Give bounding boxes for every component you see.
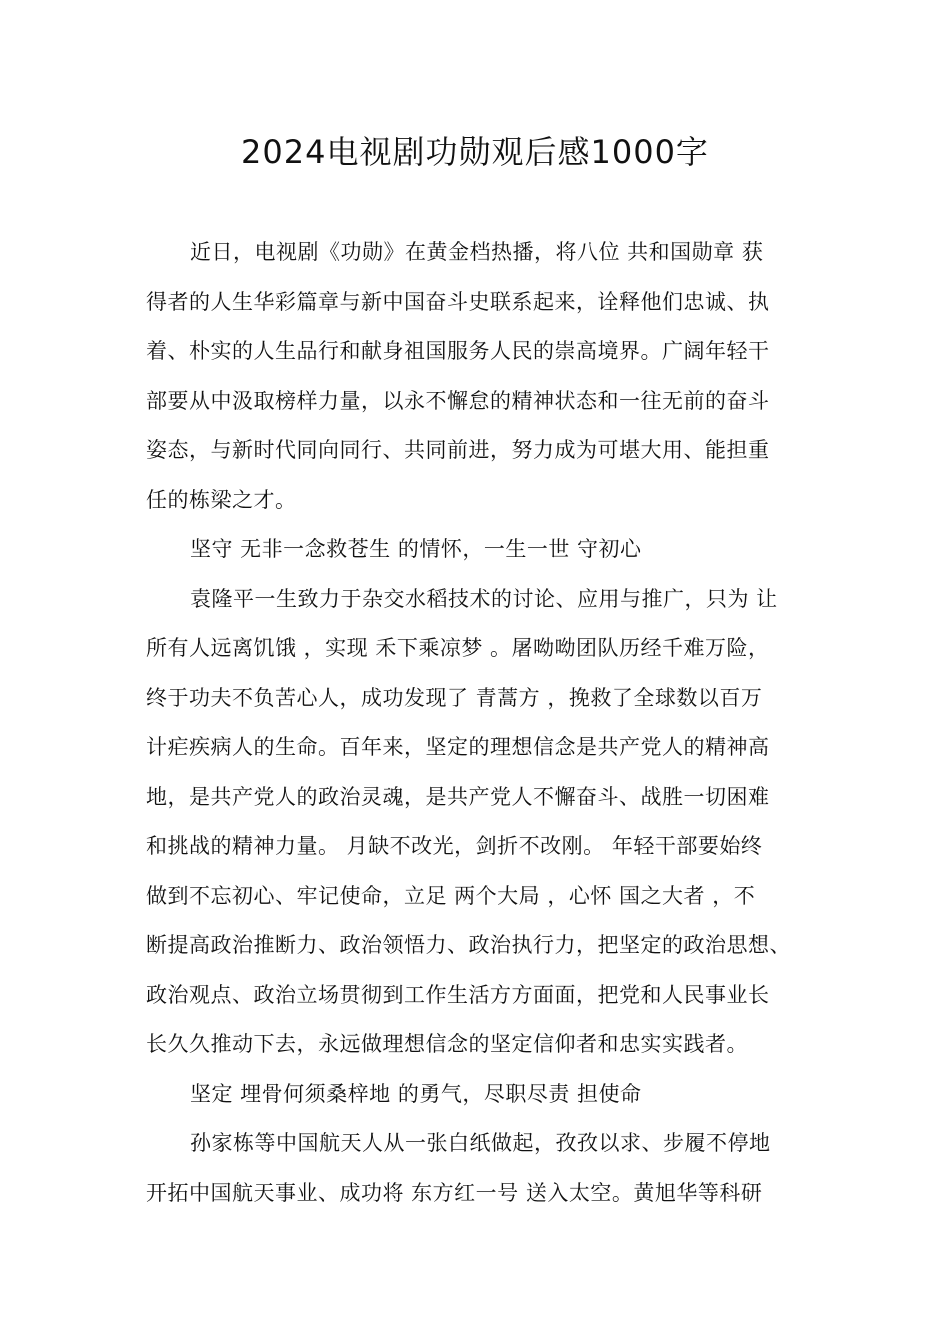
text-line: 坚守 无非一念救苍生 的情怀，一生一世 守初心 — [190, 537, 642, 561]
text-line: 终于功夫不负苦心人，成功发现了 青蒿方 ，挽救了全球数以百万 — [146, 685, 763, 710]
text-line: 做到不忘初心、牢记使命，立足 两个大局 ，心怀 国之大者 ，不 — [146, 883, 756, 908]
text-line: 部要从中汲取榜样力量，以永不懈怠的精神状态和一往无前的奋斗 — [146, 388, 770, 413]
text-line: 开拓中国航天事业、成功将 东方红一号 送入太空。黄旭华等科研 — [146, 1180, 763, 1205]
document-title: 2024电视剧功勋观后感1000字 — [241, 133, 709, 171]
text-line: 和挑战的精神力量。 月缺不改光，剑折不改刚。 年轻干部要始终 — [146, 834, 763, 858]
text-line: 长久久推动下去，永远做理想信念的坚定信仰者和忠实实践者。 — [146, 1032, 748, 1056]
text-line: 孙家栋等中国航天人从一张白纸做起，孜孜以求、步履不停地 — [190, 1131, 771, 1155]
text-line: 得者的人生华彩篇章与新中国奋斗史联系起来，诠释他们忠诚、执 — [146, 289, 770, 314]
text-line: 断提高政治推断力、政治领悟力、政治执行力，把坚定的政治思想、 — [146, 933, 791, 957]
text-line: 着、朴实的人生品行和献身祖国服务人民的崇高境界。广阔年轻干 — [146, 339, 770, 363]
text-line: 袁隆平一生致力于杂交水稻技术的讨论、应用与推广，只为 让 — [190, 586, 778, 611]
text-line: 所有人远离饥饿 ，实现 禾下乘凉梦 。屠呦呦团队历经千难万险， — [146, 636, 770, 660]
text-line: 地，是共产党人的政治灵魂，是共产党人不懈奋斗、战胜一切困难 — [146, 784, 770, 809]
text-line: 政治观点、政治立场贯彻到工作生活方方面面，把党和人民事业长 — [146, 982, 770, 1007]
document-body — [146, 228, 816, 1218]
text-line: 近日，电视剧《功勋》在黄金档热播，将八位 共和国勋章 获 — [190, 240, 764, 264]
text-line: 姿态，与新时代同向同行、共同前进，努力成为可堪大用、能担重 — [146, 438, 770, 462]
text-line: 坚定 埋骨何须桑梓地 的勇气，尽职尽责 担使命 — [190, 1081, 642, 1106]
text-line: 计疟疾病人的生命。百年来，坚定的理想信念是共产党人的精神高 — [146, 735, 770, 759]
text-line: 任的栋梁之才。 — [146, 487, 297, 512]
